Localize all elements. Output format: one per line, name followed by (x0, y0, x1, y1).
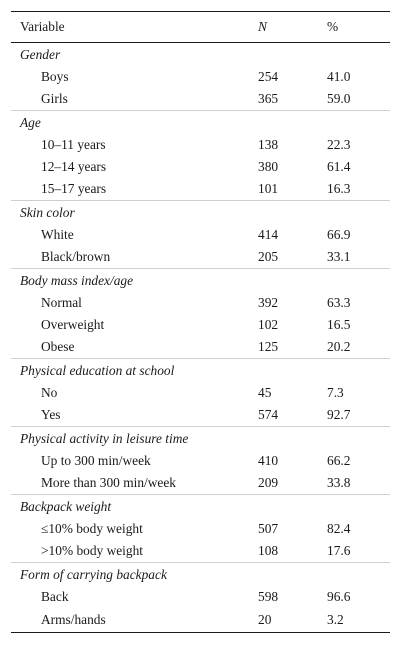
table-row (11, 540, 390, 563)
row-variable-value: Arms/hands (11, 608, 258, 633)
row-variable-value: Black/brown (41, 249, 111, 264)
table-row (11, 472, 390, 495)
table-body (11, 43, 390, 633)
table-row (11, 88, 390, 111)
table-header-row (11, 12, 390, 43)
row-n-value: 414 (258, 227, 279, 242)
table-row (11, 518, 390, 540)
group-header-row (11, 269, 390, 293)
table-row (11, 292, 390, 314)
row-percent-value: 17.6 (327, 543, 351, 558)
row-n-value: 365 (258, 91, 279, 106)
row-n-value: 138 (258, 137, 279, 152)
row-variable-value: Back (41, 589, 69, 604)
row-variable-value: 12–14 years (41, 159, 107, 174)
group-header-row (11, 111, 390, 135)
table-row (11, 382, 390, 404)
row-n-value: 254 (258, 69, 279, 84)
data-table (11, 11, 390, 633)
row-variable-value: ≤10% body weight (41, 521, 143, 536)
group-header-row (11, 563, 390, 587)
group-label: Physical education at school (11, 359, 390, 383)
row-percent-value: 22.3 (327, 137, 351, 152)
row-variable-value: Boys (41, 69, 69, 84)
row-percent-value: 63.3 (327, 295, 351, 310)
table-row (11, 246, 390, 269)
table-row (11, 404, 390, 427)
row-n-value: 598 (258, 589, 279, 604)
row-percent-value: 66.9 (327, 227, 351, 242)
row-n-value: 392 (258, 295, 279, 310)
group-label: Skin color (11, 201, 390, 225)
row-percent-value: 20.2 (327, 339, 351, 354)
table-row (11, 336, 390, 359)
row-variable-value: White (41, 227, 74, 242)
table-row (11, 66, 390, 88)
row-percent-value: 3.2 (327, 608, 390, 633)
group-label: Backpack weight (11, 495, 390, 519)
row-n-value: 205 (258, 249, 279, 264)
header-percent: % (327, 19, 339, 34)
row-variable-value: More than 300 min/week (41, 475, 176, 490)
group-label: Age (11, 111, 390, 135)
row-n-value: 125 (258, 339, 279, 354)
row-percent-value: 16.5 (327, 317, 351, 332)
row-n-value: 108 (258, 543, 279, 558)
row-variable-value: No (41, 385, 58, 400)
row-n-value: 45 (258, 385, 272, 400)
row-variable-value: Overweight (41, 317, 105, 332)
table-row (11, 586, 390, 608)
table-row (11, 224, 390, 246)
table-row (11, 450, 390, 472)
row-variable-value: Normal (41, 295, 82, 310)
group-header-row (11, 495, 390, 519)
row-n-value: 101 (258, 181, 279, 196)
row-percent-value: 33.1 (327, 249, 351, 264)
table-row (11, 156, 390, 178)
row-variable-value: Yes (41, 407, 61, 422)
row-variable-value: Up to 300 min/week (41, 453, 151, 468)
row-percent-value: 59.0 (327, 91, 351, 106)
row-variable-value: 10–11 years (41, 137, 106, 152)
row-n-value: 574 (258, 407, 279, 422)
row-percent-value: 41.0 (327, 69, 351, 84)
row-n-value: 410 (258, 453, 279, 468)
row-percent-value: 92.7 (327, 407, 351, 422)
row-percent-value: 61.4 (327, 159, 351, 174)
group-label: Gender (20, 46, 61, 62)
row-n-value: 209 (258, 475, 279, 490)
header-variable: Variable (20, 19, 65, 34)
row-variable-value: 15–17 years (41, 181, 107, 196)
row-variable-value: >10% body weight (41, 543, 144, 558)
row-percent-value: 66.2 (327, 453, 351, 468)
row-variable-value: Obese (41, 339, 75, 354)
row-n-value: 20 (258, 608, 327, 633)
row-n-value: 507 (258, 521, 279, 536)
group-label: Physical activity in leisure time (11, 427, 390, 451)
row-percent-value: 7.3 (327, 385, 344, 400)
group-header-row (11, 43, 390, 67)
group-header-row (11, 201, 390, 225)
row-percent-value: 96.6 (327, 589, 351, 604)
row-percent-value: 82.4 (327, 521, 351, 536)
table-row (11, 608, 390, 633)
row-n-value: 380 (258, 159, 279, 174)
header-n: N (258, 19, 267, 34)
table-row (11, 134, 390, 156)
row-percent-value: 16.3 (327, 181, 351, 196)
data-table-container (11, 11, 390, 633)
group-label: Body mass index/age (11, 269, 390, 293)
table-row (11, 314, 390, 336)
group-header-row (11, 359, 390, 383)
group-header-row (11, 427, 390, 451)
group-label: Form of carrying backpack (11, 563, 390, 587)
table-row (11, 178, 390, 201)
row-variable-value: Girls (41, 91, 68, 106)
row-n-value: 102 (258, 317, 279, 332)
row-percent-value: 33.8 (327, 475, 351, 490)
